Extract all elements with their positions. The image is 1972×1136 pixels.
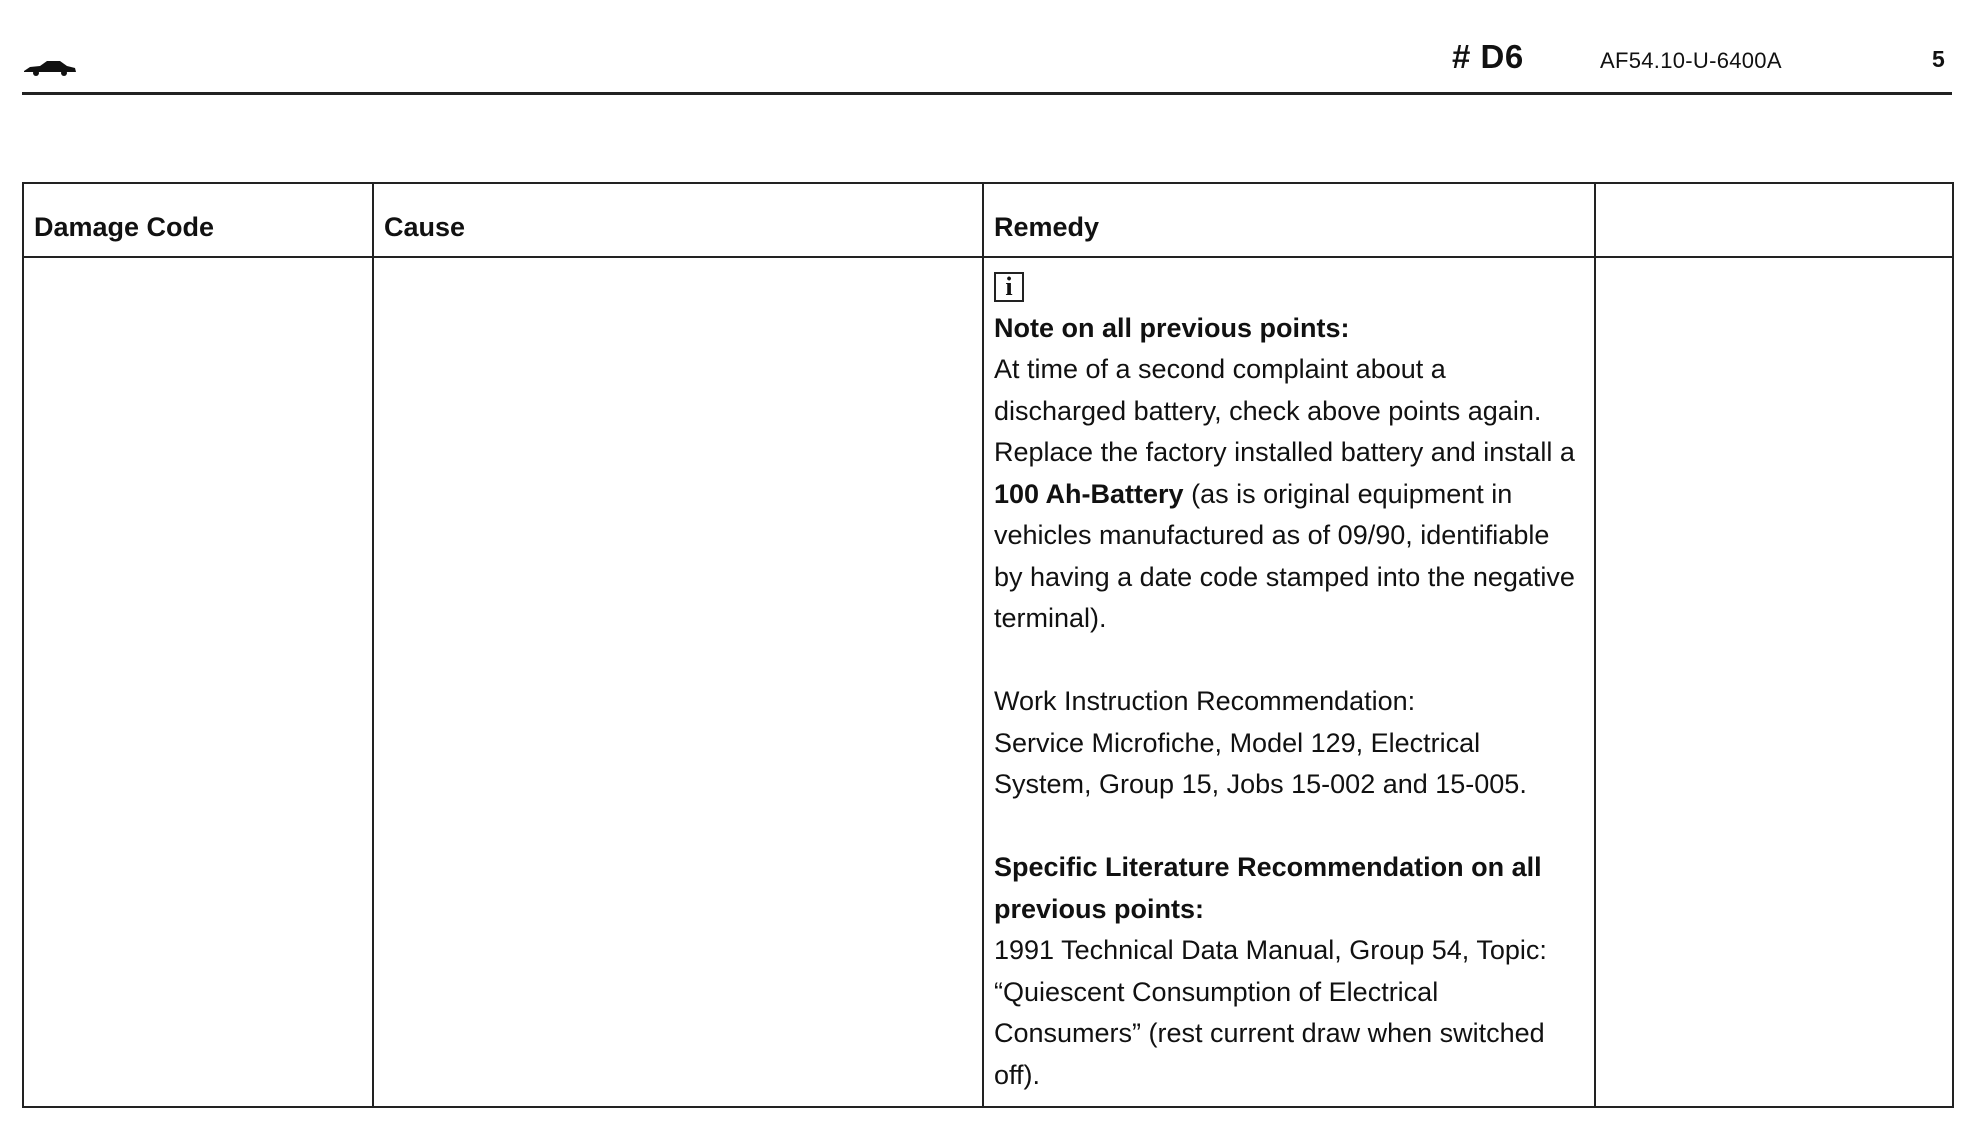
column-header-damage-code: Damage Code: [23, 183, 373, 257]
column-header-cause: Cause: [373, 183, 983, 257]
note-text: At time of a second complaint about a discharged battery, check above points again. Replace the factory installed battery and install a 100 Ah-Battery (as is original equipment in vehicles manufactured as of 09/90, identifiable by having a date code stamped into the negative terminal).: [994, 354, 1575, 633]
damage-code-cell: [23, 257, 373, 1107]
table-header-row: [23, 183, 1953, 257]
literature-text: 1991 Technical Data Manual, Group 54, Topic: “Quiescent Consumption of Electrical Consumers” (rest current draw when switched off).: [994, 935, 1547, 1090]
note-heading: Note on all previous points:: [994, 312, 1350, 343]
extra-cell: [1595, 257, 1953, 1107]
document-number: # D6: [1452, 38, 1524, 75]
column-header-blank: [1595, 183, 1953, 257]
car-icon: [22, 56, 78, 78]
document-reference: AF54.10-U-6400A: [1600, 48, 1782, 73]
damage-remedy-table: [22, 182, 1954, 1108]
battery-spec: 100 Ah-Battery: [994, 478, 1184, 509]
remedy-cell: [983, 257, 1595, 1107]
cause-cell: [373, 257, 983, 1107]
info-icon: i: [994, 272, 1024, 302]
table-row: [23, 257, 1953, 1107]
page-number: 5: [1932, 46, 1945, 72]
work-instruction-text: Service Microfiche, Model 129, Electrical System, Group 15, Jobs 15-002 and 15-005.: [994, 727, 1527, 799]
column-header-remedy: Remedy: [983, 183, 1595, 257]
literature-heading: Specific Literature Recommendation on all previous points:: [994, 852, 1542, 924]
work-instruction-heading: Work Instruction Recommendation:: [994, 686, 1416, 716]
page-header: [22, 30, 1952, 95]
